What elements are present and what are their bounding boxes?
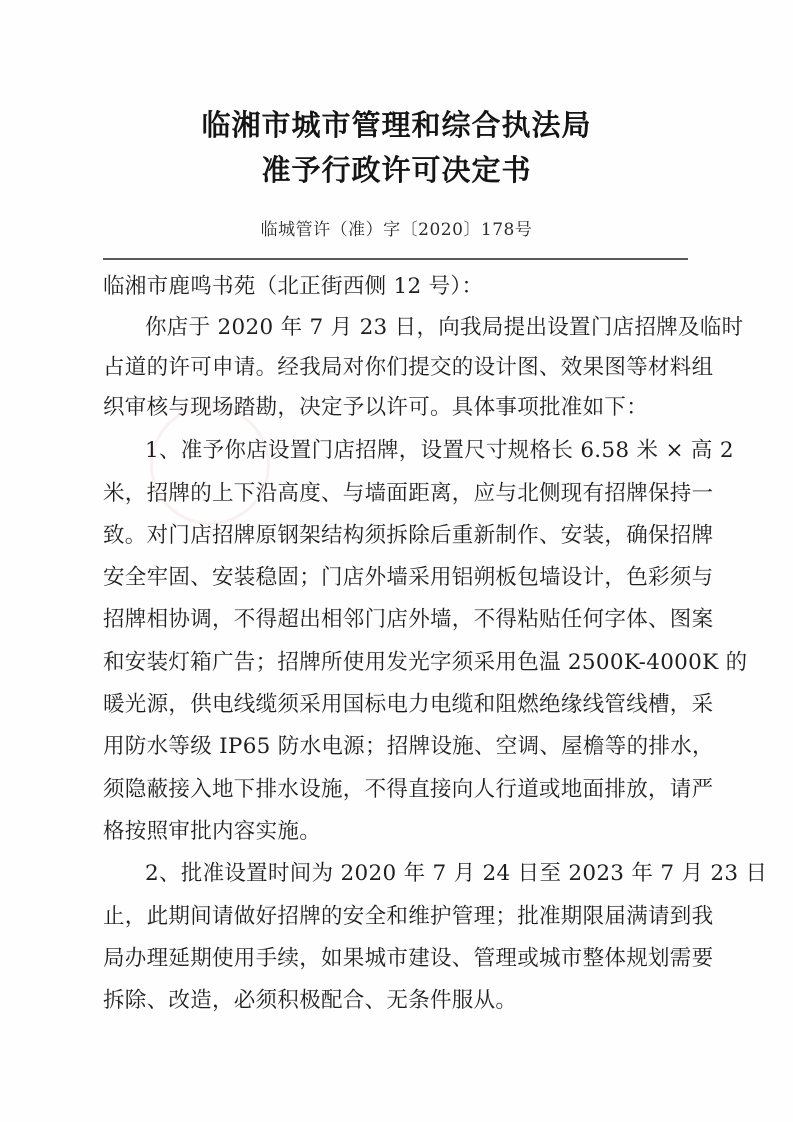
document-title-line2: 准予行政许可决定书: [261, 153, 532, 187]
addressee: 临湘市鹿鸣书苑（北正街西侧 12 号）：: [103, 274, 484, 299]
body-line: 安全牢固、安装稳固；门店外墙采用铝朔板包墙设计，色彩须与: [103, 565, 714, 590]
body-line: 招牌相协调，不得超出相邻门店外墙，不得粘贴任何字体、图案: [103, 607, 714, 632]
body-line: 米，招牌的上下沿高度、与墙面距离，应与北侧现有招牌保持一: [103, 481, 714, 506]
body-line: 格按照审批内容实施。: [103, 819, 322, 844]
document-title-line1: 临湘市城市管理和综合执法局: [201, 108, 592, 142]
body-line: 和安装灯箱广告；招牌所使用发光字须采用色温 2500K-4000K 的: [103, 650, 748, 675]
body-line: 你店于 2020 年 7 月 23 日，向我局提出设置门店招牌及临时: [145, 315, 744, 340]
body-line: 暖光源，供电线缆须采用国标电力电缆和阻燃绝缘线管线槽，采: [103, 692, 714, 717]
body-line: 用防水等级 IP65 防水电源；招牌设施、空调、屋檐等的排水，: [103, 734, 714, 759]
body-line: 1、准予你店设置门店招牌，设置尺寸规格长 6.58 米 × 高 2: [145, 438, 734, 463]
body-line: 须隐蔽接入地下排水设施，不得直接向人行道或地面排放，请严: [103, 777, 714, 802]
body-line: 局办理延期使用手续，如果城市建设、管理或城市整体规划需要: [103, 946, 714, 971]
body-line: 2、批准设置时间为 2020 年 7 月 24 日至 2023 年 7 月 23 日: [145, 861, 768, 886]
body-line: 织审核与现场踏勘，决定予以许可。具体事项批准如下：: [103, 395, 649, 420]
body-line: 拆除、改造，必须积极配合、无条件服从。: [103, 988, 518, 1013]
body-line: 占道的许可申请。经我局对你们提交的设计图、效果图等材料组: [103, 355, 714, 380]
body-line: 致。对门店招牌原钢架结构须拆除后重新制作、安装，确保招牌: [103, 523, 714, 548]
body-line: 止，此期间请做好招牌的安全和维护管理；批准期限届满请到我: [103, 904, 714, 929]
header-divider: [103, 258, 688, 260]
document-number: 临城管许（准）字〔2020〕178号: [260, 220, 533, 240]
